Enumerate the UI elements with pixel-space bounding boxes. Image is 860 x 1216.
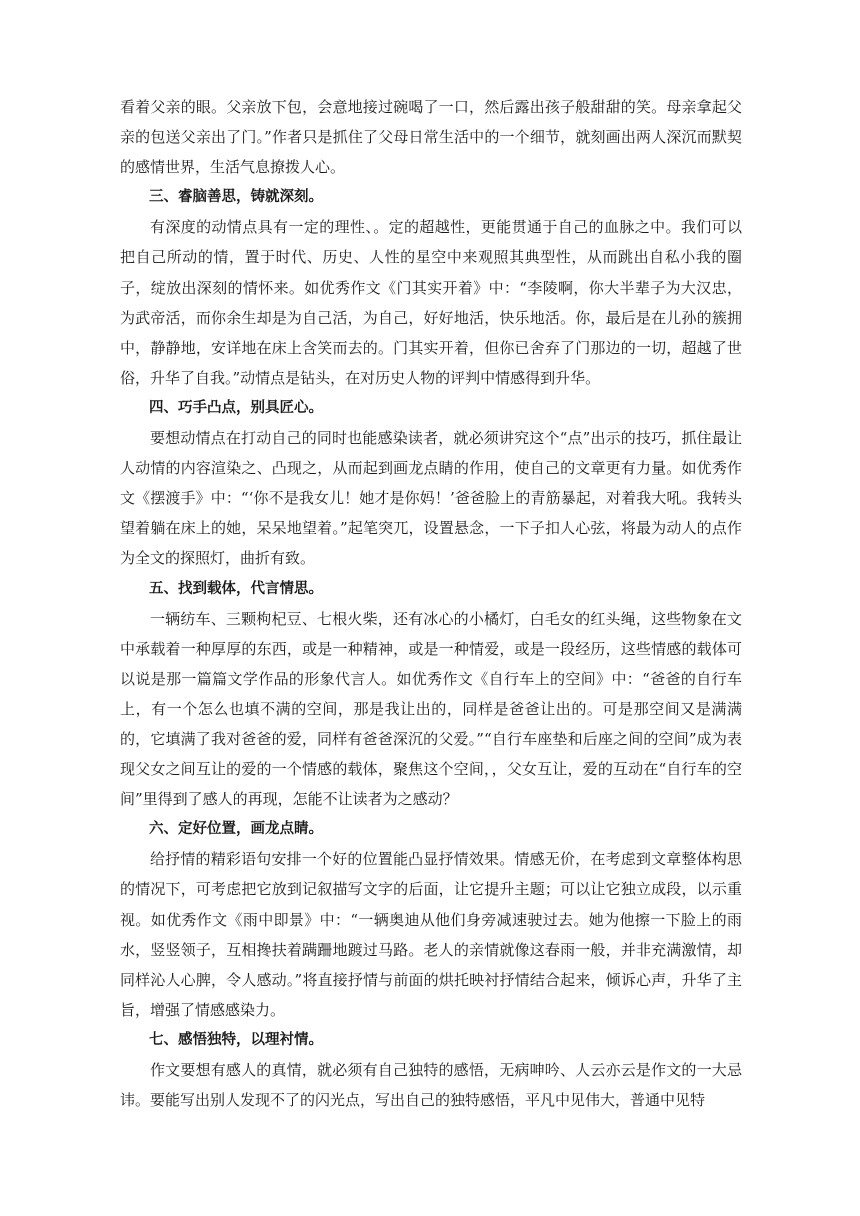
section-heading-3: 三、睿脑善思，铸就深刻。 [149,189,323,206]
section-heading-4: 四、巧手凸点，别具匠心。 [149,399,323,416]
document-page [120,92,742,1115]
section-heading-5: 五、找到载体，代言情思。 [149,580,323,597]
section-body-7: 作文要想有感人的真情，就必须有自己独特的感悟，无病呻吟、人云亦云是作文的一大忌讳。要能写出别人发现不了的闪光点，写出自己的独特感悟，平凡中见伟大，普通中见特 [120,1061,742,1110]
section-heading-7: 七、感悟独特，以理衬情。 [149,1031,323,1048]
section-body-5: 一辆纺车、三颗枸杞豆、七根火柴，还有冰心的小橘灯，白毛女的红头绳，这些物象在文中承载着一种厚厚的东西，或是一种精神，或是一种情爱，或是一段经历，这些情感的载体可以说是那一篇篇文学作品的形象代言人。如优秀作文《自行车上的空间》中：“爸爸的自行车上，有一个怎么也填不满的空间，那是我让出的，同样是爸爸让出的。可是那空间又是满满的，它填满了我对爸爸的爱，同样有爸爸深沉的父爱。”“自行车座垫和后座之间的空间”成为表现父女之间互让的爱的一个情感的载体，聚焦这个空间，，父女互让，爱的互动在“自行车的空间”里得到了感人的再现，怎能不让读者为之感动？ [120,609,742,809]
continuation-paragraph: 看着父亲的眼。父亲放下包，会意地接过碗喝了一口，然后露出孩子般甜甜的笑。母亲拿起父亲的包送父亲出了门。”作者只是抓住了父母日常生活中的一个细节，就刻画出两人深沉而默契的感情世界，生活气息撩拨人心。 [120,98,742,177]
section-body-4: 要想动情点在打动自己的同时也能感染读者，就必须讲究这个“点”出示的技巧，抓住最让人动情的内容渲染之、凸现之，从而起到画龙点睛的作用，使自己的文章更有力量。如优秀作文《摆渡手》中：“‘你不是我女儿！她才是你妈！’爸爸脸上的青筋暴起，对着我大吼。我转头望着躺在床上的她，呆呆地望着。”起笔突兀，设置悬念，一下子扣人心弦，将最为动人的点作为全文的探照灯，曲折有致。 [120,429,742,568]
section-heading-6: 六、定好位置，画龙点睛。 [149,821,323,838]
section-body-6: 给抒情的精彩语句安排一个好的位置能凸显抒情效果。情感无价，在考虑到文章整体构思的情况下，可考虑把它放到记叙描写文字的后面，让它提升主题；可以让它独立成段，以示重视。如优秀作文《雨中即景》中：“一辆奥迪从他们身旁减速驶过去。她为他擦一下脸上的雨水，竖竖领子，互相搀扶着蹒跚地踱过马路。老人的亲情就像这春雨一般，并非充满激情，却同样沁人心脾，令人感动。”将直接抒情与前面的烘托映衬抒情结合起来，倾诉心声，升华了主旨，增强了情感感染力。 [120,850,742,1019]
section-body-3: 有深度的动情点具有一定的理性、。定的超越性，更能贯通于自己的血脉之中。我们可以把自己所动的情，置于时代、历史、人性的星空中来观照其典型性，从而跳出自私小我的圈子，绽放出深刻的情怀来。如优秀作文《门其实开着》中：“李陵啊，你大半辈子为大汉忠，为武帝活，而你余生却是为自己活，为自己，好好地活，快乐地活。你，最后是在儿孙的簇拥中，静静地，安详地在床上含笑而去的。门其实开着，但你已舍弃了门那边的一切，超越了世俗，升华了自我。”动情点是钻头，在对历史人物的评判中情感得到升华。 [120,218,742,387]
